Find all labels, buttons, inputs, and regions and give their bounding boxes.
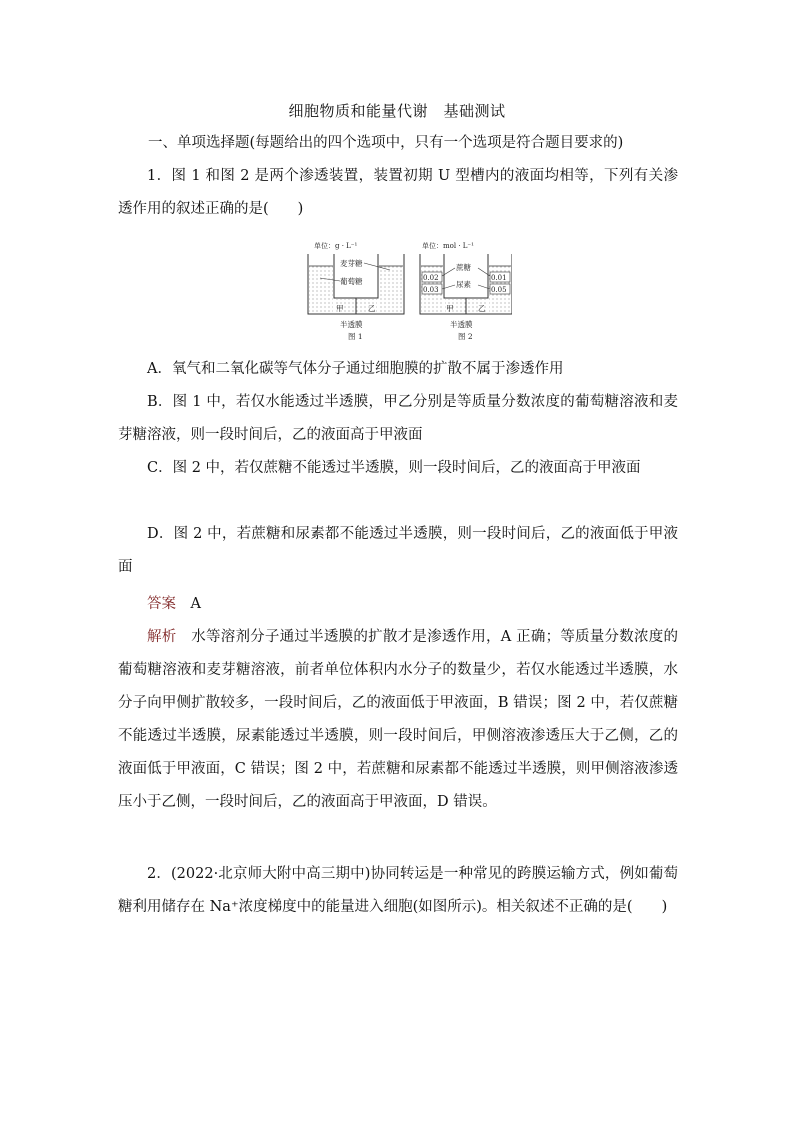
analysis-text: 水等溶剂分子通过半透膜的扩散才是渗透作用，A 正确；等质量分数浓度的葡萄糖溶液和麦芽糖溶液，前者单位体积内水分子的数量少，若仅水能透过半透膜，水分子向甲侧扩散较多，一段时间后，乙的液面低于甲液面，B 错误；图 2 中，若仅蔗糖不能透过半透膜，尿素能透过半透膜，则一段时间后，甲侧溶液渗透压大于乙侧，乙的液面低于甲液面，C 错误；图 2 中，若蔗糖和尿素都不能透过半透膜，则甲侧溶液渗透压小于乙侧，一段时间后，乙的液面高于甲液面，D 错误。	[118, 629, 679, 810]
fig2-left-bottom-value: 0.03	[423, 286, 439, 294]
answer-value: A	[190, 596, 201, 612]
option-c: C．图 2 中，若仅蔗糖不能透过半透膜，则一段时间后，乙的液面高于甲液面	[147, 460, 641, 476]
option-b: B．图 1 中，若仅水能透过半透膜，甲乙分别是等质量分数浓度的葡萄糖溶液和麦芽糖溶液，则一段时间后，乙的液面高于甲液面	[118, 394, 678, 443]
answer-line	[118, 588, 678, 621]
fig2-u-tube-inner	[444, 254, 488, 298]
fig2-caption: 图 2	[458, 332, 473, 341]
figure-2	[420, 241, 512, 341]
fig1-label-bottom: 葡萄糖	[340, 277, 363, 286]
fig2-right-label: 乙	[478, 304, 486, 313]
option-a: A．氧气和二氧化碳等气体分子通过细胞膜的扩散不属于渗透作用	[147, 361, 564, 377]
fig1-membrane-label: 半透膜	[340, 320, 363, 329]
figure-1	[308, 241, 404, 341]
fig1-right-label: 乙	[368, 304, 376, 313]
fig1-right-liquid	[379, 266, 403, 313]
section-heading: 一、单项选择题(每题给出的四个选项中，只有一个选项是符合题目要求的)	[148, 135, 624, 151]
fig2-unit: 单位：mol · L⁻¹	[422, 242, 474, 250]
fig2-membrane-label: 半透膜	[450, 320, 473, 329]
answer-label: 答案	[147, 596, 176, 612]
osmosis-figure	[300, 238, 512, 346]
fig2-left-label: 甲	[446, 304, 454, 313]
question-2-stem: 2．(2022·北京师大附中高三期中)协同转运是一种常见的跨膜运输方式，例如葡萄糖利用储存在 Na⁺浓度梯度中的能量进入细胞(如图所示)。相关叙述不正确的是( )	[118, 866, 678, 915]
fig2-right-bottom-value: 0.05	[491, 286, 507, 294]
fig2-label-bottom: 尿素	[456, 280, 471, 289]
analysis-paragraph	[118, 621, 678, 819]
fig1-unit: 单位：g · L⁻¹	[314, 242, 358, 250]
fig1-caption: 图 1	[348, 332, 363, 341]
page-title: 细胞物质和能量代谢 基础测试	[288, 102, 506, 120]
fig1-left-liquid	[309, 266, 333, 313]
fig1-left-label: 甲	[336, 304, 344, 313]
fig2-label-top: 蔗糖	[456, 263, 471, 272]
question-1-stem: 1．图 1 和图 2 是两个渗透装置，装置初期 U 型槽内的液面均相等，下列有关渗透作用的叙述正确的是( )	[118, 168, 678, 217]
fig2-right-top-value: 0.01	[491, 274, 507, 282]
option-d: D．图 2 中，若蔗糖和尿素都不能透过半透膜，则一段时间后，乙的液面低于甲液面	[118, 526, 678, 575]
fig2-left-top-value: 0.02	[423, 274, 439, 282]
analysis-label: 解析	[147, 629, 177, 645]
fig1-label-top: 麦芽糖	[340, 259, 363, 268]
